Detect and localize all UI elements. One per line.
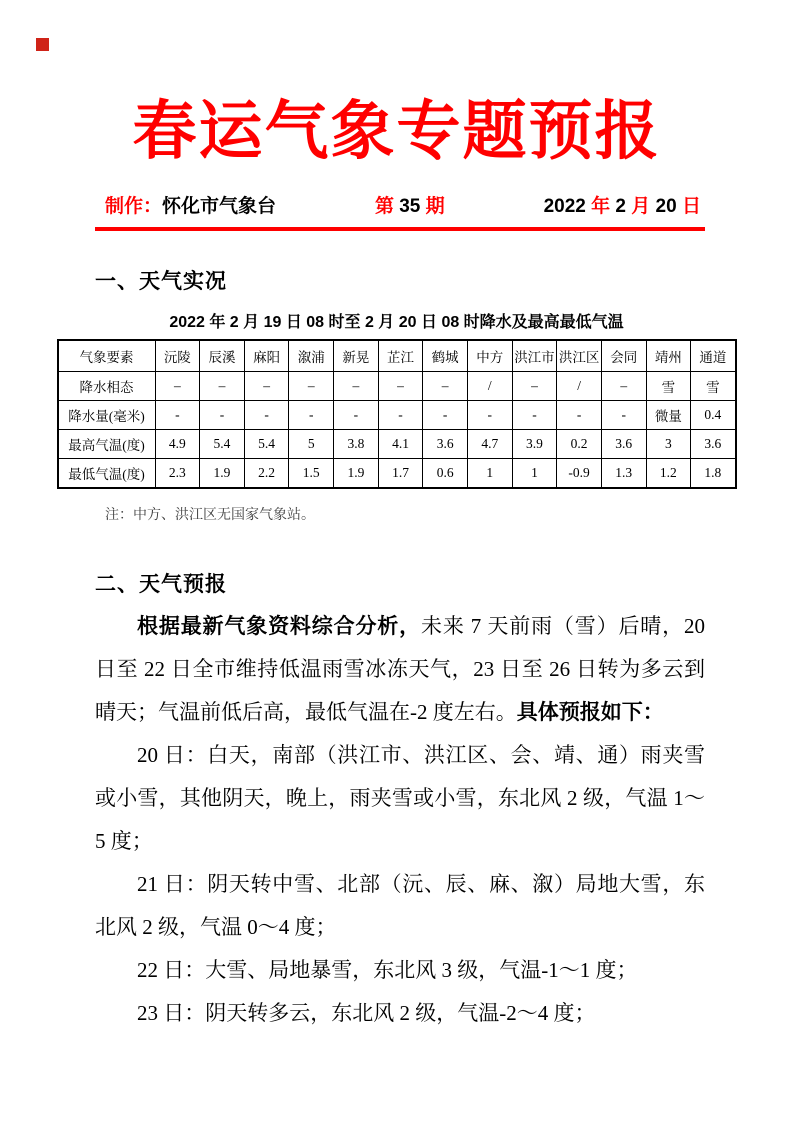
table-cell: - <box>512 401 557 430</box>
table-cell: – <box>289 372 334 401</box>
row-label: 降水量(毫米) <box>58 401 156 430</box>
table-cell: 1 <box>512 459 557 489</box>
table-cell: -0.9 <box>557 459 602 489</box>
forecast-paragraph <box>95 863 705 949</box>
column-header-station: 溆浦 <box>289 340 334 372</box>
table-cell: 1.3 <box>601 459 646 489</box>
text-segment: 2 <box>610 196 632 217</box>
table-note: 注：中方、洪江区无国家气象站。 <box>105 508 315 523</box>
table-cell: - <box>289 401 334 430</box>
table-cell: 5 <box>289 430 334 459</box>
text-segment: 23 日：阴天转多云，东北风 2 级，气温-2～4 度； <box>137 1001 596 1025</box>
text-segment: 年 <box>591 196 611 217</box>
table-cell: 1.8 <box>691 459 736 489</box>
table-cell: 微量 <box>646 401 691 430</box>
table-cell: 3.6 <box>691 430 736 459</box>
column-header-station: 洪江区 <box>557 340 602 372</box>
row-label: 最低气温(度) <box>58 459 156 489</box>
issue-date <box>544 194 701 220</box>
table-cell: 1.9 <box>200 459 245 489</box>
table-cell: – <box>200 372 245 401</box>
table-cell: – <box>155 372 200 401</box>
table-cell: 雪 <box>691 372 736 401</box>
table-row <box>58 401 736 430</box>
column-header-station: 靖州 <box>646 340 691 372</box>
table-cell: 1.5 <box>289 459 334 489</box>
column-header-station: 新晃 <box>334 340 379 372</box>
text-segment: 根据最新气象资料综合分析， <box>137 615 421 638</box>
table-cell: 1.7 <box>378 459 423 489</box>
column-header-station: 中方 <box>467 340 512 372</box>
table-cell: – <box>334 372 379 401</box>
table-cell: 4.7 <box>467 430 512 459</box>
text-segment: 20 <box>650 196 682 217</box>
text-segment: 21 日：阴天转中雪、北部（沅、辰、麻、溆）局地大雪，东北风 2 级，气温 0～4 度； <box>95 872 705 939</box>
table-row <box>58 372 736 401</box>
table-row <box>58 430 736 459</box>
table-cell: – <box>244 372 289 401</box>
column-header-station: 通道 <box>691 340 736 372</box>
table-cell: 5.4 <box>244 430 289 459</box>
text-segment: 未来 7 天前雨（雪）后晴，20 日至 22 日全市维持低温雨雪冰冻天气，23 日至 26 日转为多云到晴天；气温前低后高，最低气温在-2 度左右。 <box>95 614 705 724</box>
text-segment: 具体预报如下： <box>516 701 664 724</box>
forecast-body <box>95 605 705 1035</box>
table-cell: – <box>601 372 646 401</box>
table-cell: - <box>200 401 245 430</box>
text-segment: 月 <box>631 196 651 217</box>
table-row <box>58 459 736 489</box>
forecast-paragraph <box>95 949 705 992</box>
table-cell: 0.4 <box>691 401 736 430</box>
table-cell: - <box>557 401 602 430</box>
table-cell: 0.2 <box>557 430 602 459</box>
text-segment: 20 日：白天，南部（洪江市、洪江区、会、靖、通）雨夹雪或小雪，其他阴天，晚上，雨夹雪或小雪，东北风 2 级，气温 1～5 度； <box>95 743 705 853</box>
table-cell: 4.1 <box>378 430 423 459</box>
text-segment: 怀化市气象台 <box>162 196 277 217</box>
table-cell: 3.6 <box>601 430 646 459</box>
text-segment: 期 <box>425 196 445 217</box>
table-cell: 3.6 <box>423 430 468 459</box>
table-cell: / <box>557 372 602 401</box>
red-corner-mark <box>36 38 49 51</box>
table-cell: 4.9 <box>155 430 200 459</box>
forecast-paragraph <box>95 992 705 1035</box>
table-cell: 5.4 <box>200 430 245 459</box>
table-cell: 3.8 <box>334 430 379 459</box>
table-cell: - <box>378 401 423 430</box>
table-cell: - <box>467 401 512 430</box>
table-cell: 3 <box>646 430 691 459</box>
table-cell: 1 <box>467 459 512 489</box>
header-divider <box>95 227 705 231</box>
table-cell: - <box>423 401 468 430</box>
forecast-paragraph <box>95 605 705 734</box>
row-label: 最高气温(度) <box>58 430 156 459</box>
row-label: 降水相态 <box>58 372 156 401</box>
table-cell: 2.2 <box>244 459 289 489</box>
table-cell: 3.9 <box>512 430 557 459</box>
text-segment: 2022 <box>543 196 592 217</box>
weather-table <box>57 339 737 489</box>
column-header-station: 鹤城 <box>423 340 468 372</box>
table-cell: 2.3 <box>155 459 200 489</box>
text-segment: 22 日：大雪、局地暴雪，东北风 3 级，气温-1～1 度； <box>137 958 638 982</box>
section-heading-weather-forecast: 二、天气预报 <box>95 573 227 596</box>
section-heading-weather-actual: 一、天气实况 <box>95 270 227 293</box>
document-title: 春运气象专题预报 <box>132 96 661 167</box>
column-header-station: 芷江 <box>378 340 423 372</box>
table-header-row <box>58 340 736 372</box>
column-header-station: 麻阳 <box>244 340 289 372</box>
text-segment: 35 <box>393 196 426 217</box>
table-cell: / <box>467 372 512 401</box>
column-header-station: 洪江市 <box>512 340 557 372</box>
column-header-station: 沅陵 <box>155 340 200 372</box>
table-cell: - <box>334 401 379 430</box>
table-cell: - <box>244 401 289 430</box>
table-cell: - <box>155 401 200 430</box>
table-cell: 1.9 <box>334 459 379 489</box>
text-segment: 制作： <box>105 196 163 217</box>
producer-label <box>105 194 276 220</box>
table-cell: 1.2 <box>646 459 691 489</box>
column-header-element: 气象要素 <box>58 340 156 372</box>
table-cell: 雪 <box>646 372 691 401</box>
table-cell: - <box>601 401 646 430</box>
text-segment: 日 <box>681 196 701 217</box>
document-info-row <box>95 194 705 220</box>
text-segment: 第 <box>374 196 394 217</box>
table-caption: 2022 年 2 月 19 日 08 时至 2 月 20 日 08 时降水及最高最低气温 <box>169 314 624 331</box>
table-cell: 0.6 <box>423 459 468 489</box>
column-header-station: 辰溪 <box>200 340 245 372</box>
forecast-paragraph <box>95 734 705 863</box>
table-cell: – <box>512 372 557 401</box>
column-header-station: 会同 <box>601 340 646 372</box>
table-body <box>58 372 736 489</box>
issue-number <box>375 194 445 220</box>
table-cell: – <box>378 372 423 401</box>
table-cell: – <box>423 372 468 401</box>
